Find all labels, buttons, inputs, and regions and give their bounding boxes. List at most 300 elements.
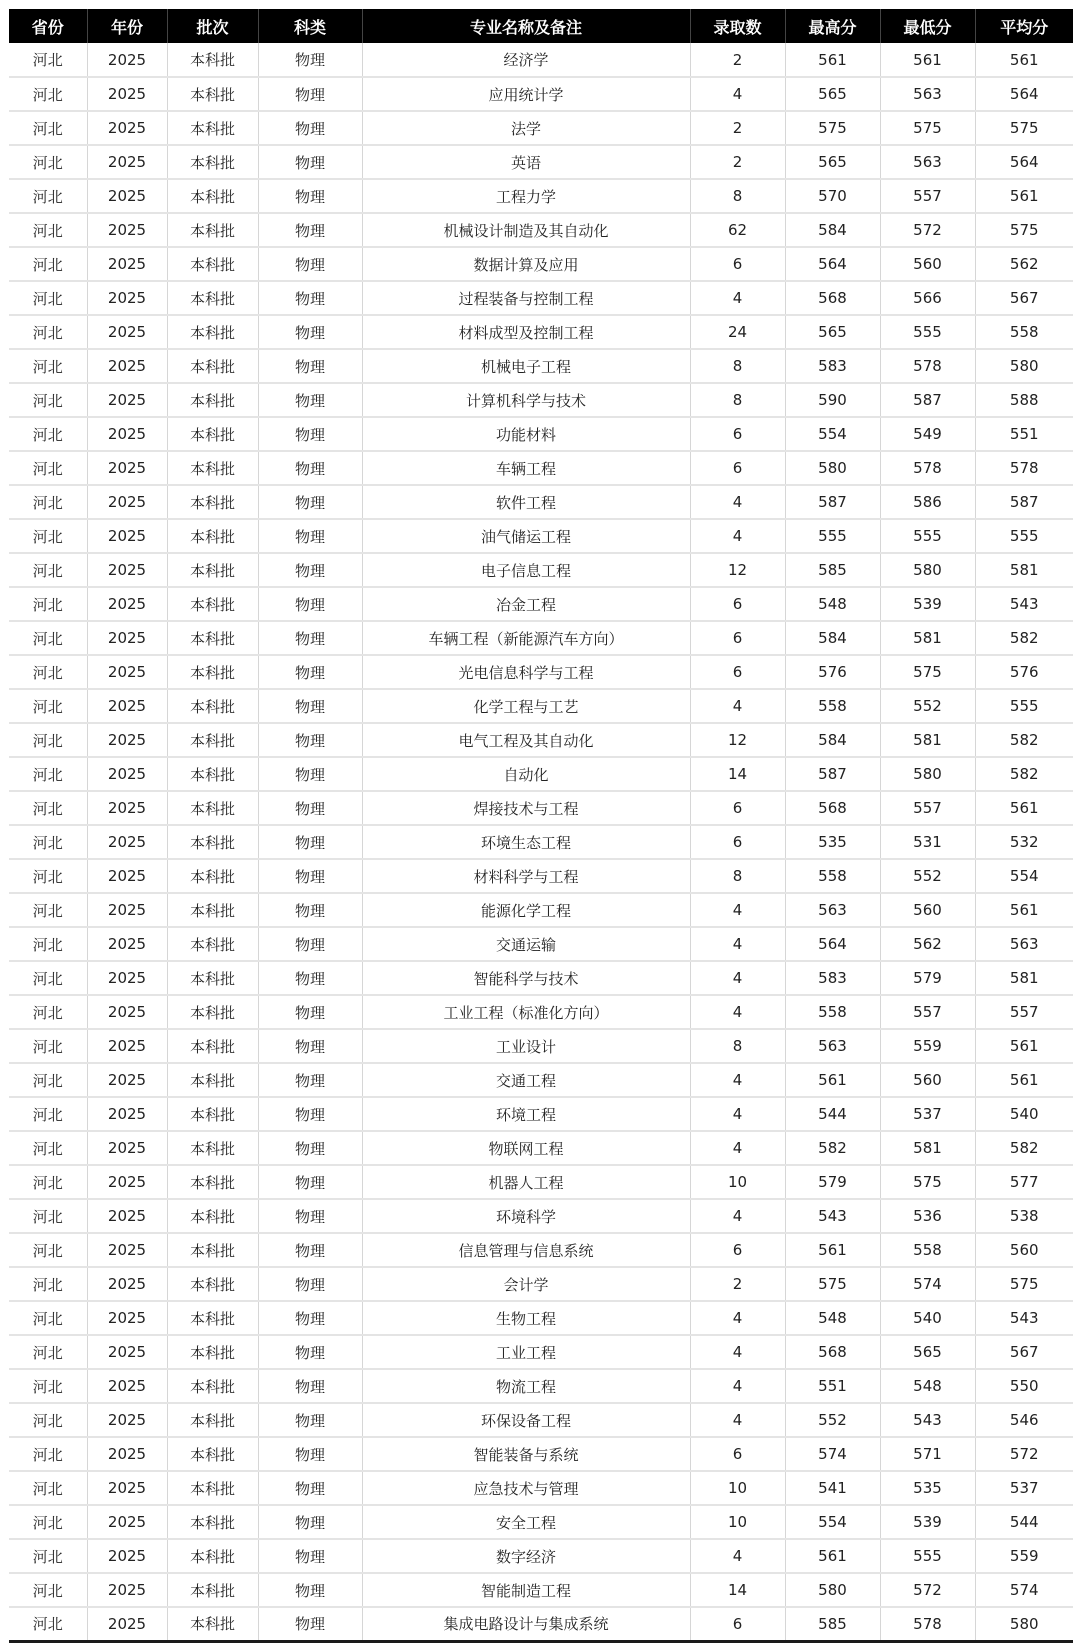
cell-province: 河北 bbox=[9, 383, 87, 417]
cell-batch: 本科批 bbox=[167, 689, 258, 723]
cell-max-score: 548 bbox=[785, 1301, 880, 1335]
cell-major-name: 软件工程 bbox=[362, 485, 690, 519]
cell-avg-score: 563 bbox=[975, 927, 1073, 961]
cell-max-score: 535 bbox=[785, 825, 880, 859]
cell-province: 河北 bbox=[9, 281, 87, 315]
cell-major-name: 电子信息工程 bbox=[362, 553, 690, 587]
table-row bbox=[9, 77, 1073, 111]
cell-province: 河北 bbox=[9, 111, 87, 145]
cell-year: 2025 bbox=[87, 383, 167, 417]
cell-max-score: 584 bbox=[785, 723, 880, 757]
cell-subject-category: 物理 bbox=[258, 1369, 362, 1403]
cell-subject-category: 物理 bbox=[258, 1029, 362, 1063]
cell-subject-category: 物理 bbox=[258, 111, 362, 145]
table-row bbox=[9, 1607, 1073, 1641]
cell-major-name: 经济学 bbox=[362, 43, 690, 77]
cell-max-score: 548 bbox=[785, 587, 880, 621]
cell-min-score: 560 bbox=[880, 247, 975, 281]
cell-province: 河北 bbox=[9, 859, 87, 893]
cell-province: 河北 bbox=[9, 1573, 87, 1607]
cell-admitted-count: 6 bbox=[690, 655, 785, 689]
cell-max-score: 561 bbox=[785, 1233, 880, 1267]
cell-year: 2025 bbox=[87, 1471, 167, 1505]
cell-year: 2025 bbox=[87, 927, 167, 961]
cell-subject-category: 物理 bbox=[258, 1607, 362, 1641]
table-row bbox=[9, 1471, 1073, 1505]
cell-province: 河北 bbox=[9, 757, 87, 791]
cell-admitted-count: 10 bbox=[690, 1165, 785, 1199]
table-row bbox=[9, 1437, 1073, 1471]
table-header bbox=[9, 9, 1073, 43]
cell-batch: 本科批 bbox=[167, 1029, 258, 1063]
cell-min-score: 575 bbox=[880, 111, 975, 145]
cell-admitted-count: 4 bbox=[690, 281, 785, 315]
cell-province: 河北 bbox=[9, 825, 87, 859]
cell-year: 2025 bbox=[87, 1301, 167, 1335]
cell-subject-category: 物理 bbox=[258, 791, 362, 825]
cell-subject-category: 物理 bbox=[258, 383, 362, 417]
cell-year: 2025 bbox=[87, 1199, 167, 1233]
cell-major-name: 能源化学工程 bbox=[362, 893, 690, 927]
cell-admitted-count: 6 bbox=[690, 451, 785, 485]
cell-max-score: 580 bbox=[785, 451, 880, 485]
cell-avg-score: 557 bbox=[975, 995, 1073, 1029]
cell-year: 2025 bbox=[87, 587, 167, 621]
cell-year: 2025 bbox=[87, 315, 167, 349]
cell-batch: 本科批 bbox=[167, 1165, 258, 1199]
cell-avg-score: 564 bbox=[975, 145, 1073, 179]
cell-max-score: 590 bbox=[785, 383, 880, 417]
cell-major-name: 环境科学 bbox=[362, 1199, 690, 1233]
cell-subject-category: 物理 bbox=[258, 825, 362, 859]
cell-admitted-count: 4 bbox=[690, 1131, 785, 1165]
cell-max-score: 584 bbox=[785, 213, 880, 247]
cell-admitted-count: 8 bbox=[690, 349, 785, 383]
cell-avg-score: 560 bbox=[975, 1233, 1073, 1267]
cell-avg-score: 567 bbox=[975, 1335, 1073, 1369]
cell-max-score: 568 bbox=[785, 281, 880, 315]
cell-admitted-count: 4 bbox=[690, 1097, 785, 1131]
cell-major-name: 交通运输 bbox=[362, 927, 690, 961]
cell-avg-score: 582 bbox=[975, 621, 1073, 655]
cell-admitted-count: 4 bbox=[690, 893, 785, 927]
cell-major-name: 交通工程 bbox=[362, 1063, 690, 1097]
cell-batch: 本科批 bbox=[167, 961, 258, 995]
cell-subject-category: 物理 bbox=[258, 281, 362, 315]
table-row bbox=[9, 519, 1073, 553]
cell-subject-category: 物理 bbox=[258, 485, 362, 519]
cell-avg-score: 575 bbox=[975, 111, 1073, 145]
cell-subject-category: 物理 bbox=[258, 995, 362, 1029]
cell-batch: 本科批 bbox=[167, 791, 258, 825]
table-row bbox=[9, 1233, 1073, 1267]
admission-score-table-container bbox=[9, 9, 1073, 1643]
cell-subject-category: 物理 bbox=[258, 1131, 362, 1165]
table-row bbox=[9, 723, 1073, 757]
cell-max-score: 582 bbox=[785, 1131, 880, 1165]
cell-year: 2025 bbox=[87, 859, 167, 893]
cell-batch: 本科批 bbox=[167, 213, 258, 247]
cell-max-score: 551 bbox=[785, 1369, 880, 1403]
cell-avg-score: 546 bbox=[975, 1403, 1073, 1437]
cell-year: 2025 bbox=[87, 1063, 167, 1097]
header-batch: 批次 bbox=[167, 9, 258, 43]
cell-admitted-count: 4 bbox=[690, 1369, 785, 1403]
cell-min-score: 555 bbox=[880, 1539, 975, 1573]
cell-year: 2025 bbox=[87, 791, 167, 825]
table-row bbox=[9, 1097, 1073, 1131]
cell-batch: 本科批 bbox=[167, 1539, 258, 1573]
cell-admitted-count: 4 bbox=[690, 77, 785, 111]
cell-major-name: 计算机科学与技术 bbox=[362, 383, 690, 417]
cell-min-score: 555 bbox=[880, 519, 975, 553]
cell-major-name: 自动化 bbox=[362, 757, 690, 791]
table-row bbox=[9, 893, 1073, 927]
header-admitted-count: 录取数 bbox=[690, 9, 785, 43]
cell-major-name: 油气储运工程 bbox=[362, 519, 690, 553]
cell-subject-category: 物理 bbox=[258, 315, 362, 349]
cell-major-name: 电气工程及其自动化 bbox=[362, 723, 690, 757]
cell-max-score: 576 bbox=[785, 655, 880, 689]
cell-min-score: 565 bbox=[880, 1335, 975, 1369]
cell-avg-score: 538 bbox=[975, 1199, 1073, 1233]
cell-major-name: 功能材料 bbox=[362, 417, 690, 451]
cell-major-name: 车辆工程 bbox=[362, 451, 690, 485]
header-avg-score: 平均分 bbox=[1000, 17, 1049, 37]
cell-min-score: 579 bbox=[880, 961, 975, 995]
cell-avg-score: 577 bbox=[975, 1165, 1073, 1199]
cell-min-score: 581 bbox=[880, 723, 975, 757]
table-row bbox=[9, 859, 1073, 893]
cell-year: 2025 bbox=[87, 213, 167, 247]
cell-province: 河北 bbox=[9, 451, 87, 485]
table-row bbox=[9, 213, 1073, 247]
table-row bbox=[9, 145, 1073, 179]
cell-admitted-count: 8 bbox=[690, 179, 785, 213]
cell-max-score: 543 bbox=[785, 1199, 880, 1233]
cell-max-score: 563 bbox=[785, 1029, 880, 1063]
cell-admitted-count: 4 bbox=[690, 961, 785, 995]
cell-admitted-count: 4 bbox=[690, 1301, 785, 1335]
cell-min-score: 562 bbox=[880, 927, 975, 961]
table-row bbox=[9, 1063, 1073, 1097]
cell-admitted-count: 4 bbox=[690, 1403, 785, 1437]
cell-major-name: 冶金工程 bbox=[362, 587, 690, 621]
cell-major-name: 应急技术与管理 bbox=[362, 1471, 690, 1505]
cell-admitted-count: 6 bbox=[690, 1437, 785, 1471]
table-row bbox=[9, 927, 1073, 961]
cell-admitted-count: 4 bbox=[690, 927, 785, 961]
cell-province: 河北 bbox=[9, 655, 87, 689]
cell-min-score: 572 bbox=[880, 1573, 975, 1607]
cell-major-name: 机械电子工程 bbox=[362, 349, 690, 383]
cell-max-score: 583 bbox=[785, 961, 880, 995]
cell-major-name: 物流工程 bbox=[362, 1369, 690, 1403]
cell-year: 2025 bbox=[87, 1505, 167, 1539]
cell-min-score: 578 bbox=[880, 1607, 975, 1641]
cell-batch: 本科批 bbox=[167, 859, 258, 893]
cell-avg-score: 567 bbox=[975, 281, 1073, 315]
table-row bbox=[9, 1369, 1073, 1403]
cell-min-score: 543 bbox=[880, 1403, 975, 1437]
cell-major-name: 环保设备工程 bbox=[362, 1403, 690, 1437]
cell-avg-score: 581 bbox=[975, 553, 1073, 587]
cell-province: 河北 bbox=[9, 1471, 87, 1505]
cell-avg-score: 550 bbox=[975, 1369, 1073, 1403]
cell-subject-category: 物理 bbox=[258, 179, 362, 213]
cell-max-score: 574 bbox=[785, 1437, 880, 1471]
table-row bbox=[9, 1267, 1073, 1301]
cell-province: 河北 bbox=[9, 553, 87, 587]
cell-max-score: 565 bbox=[785, 77, 880, 111]
cell-year: 2025 bbox=[87, 417, 167, 451]
cell-avg-score: 564 bbox=[975, 77, 1073, 111]
cell-province: 河北 bbox=[9, 1165, 87, 1199]
cell-batch: 本科批 bbox=[167, 723, 258, 757]
cell-subject-category: 物理 bbox=[258, 927, 362, 961]
cell-year: 2025 bbox=[87, 43, 167, 77]
table-row bbox=[9, 111, 1073, 145]
cell-subject-category: 物理 bbox=[258, 655, 362, 689]
cell-admitted-count: 14 bbox=[690, 757, 785, 791]
cell-avg-score: 561 bbox=[975, 1029, 1073, 1063]
cell-year: 2025 bbox=[87, 77, 167, 111]
table-row bbox=[9, 383, 1073, 417]
cell-admitted-count: 4 bbox=[690, 519, 785, 553]
cell-max-score: 558 bbox=[785, 995, 880, 1029]
table-row bbox=[9, 1403, 1073, 1437]
cell-province: 河北 bbox=[9, 893, 87, 927]
table-row bbox=[9, 587, 1073, 621]
cell-year: 2025 bbox=[87, 1267, 167, 1301]
cell-major-name: 材料成型及控制工程 bbox=[362, 315, 690, 349]
table-row bbox=[9, 1199, 1073, 1233]
cell-batch: 本科批 bbox=[167, 281, 258, 315]
cell-avg-score: 543 bbox=[975, 1301, 1073, 1335]
cell-subject-category: 物理 bbox=[258, 1471, 362, 1505]
cell-year: 2025 bbox=[87, 1403, 167, 1437]
cell-admitted-count: 4 bbox=[690, 1199, 785, 1233]
cell-avg-score: 582 bbox=[975, 1131, 1073, 1165]
cell-min-score: 566 bbox=[880, 281, 975, 315]
cell-avg-score: 561 bbox=[975, 43, 1073, 77]
cell-min-score: 559 bbox=[880, 1029, 975, 1063]
cell-max-score: 564 bbox=[785, 247, 880, 281]
cell-major-name: 安全工程 bbox=[362, 1505, 690, 1539]
cell-batch: 本科批 bbox=[167, 1369, 258, 1403]
cell-avg-score: 575 bbox=[975, 1267, 1073, 1301]
table-row bbox=[9, 179, 1073, 213]
table-row bbox=[9, 485, 1073, 519]
cell-avg-score: 543 bbox=[975, 587, 1073, 621]
cell-max-score: 587 bbox=[785, 485, 880, 519]
cell-min-score: 558 bbox=[880, 1233, 975, 1267]
cell-min-score: 586 bbox=[880, 485, 975, 519]
cell-subject-category: 物理 bbox=[258, 553, 362, 587]
cell-min-score: 561 bbox=[880, 43, 975, 77]
cell-avg-score: 537 bbox=[975, 1471, 1073, 1505]
cell-province: 河北 bbox=[9, 1437, 87, 1471]
cell-province: 河北 bbox=[9, 1403, 87, 1437]
cell-batch: 本科批 bbox=[167, 1097, 258, 1131]
cell-subject-category: 物理 bbox=[258, 723, 362, 757]
cell-subject-category: 物理 bbox=[258, 1233, 362, 1267]
cell-max-score: 575 bbox=[785, 111, 880, 145]
cell-batch: 本科批 bbox=[167, 1471, 258, 1505]
cell-min-score: 548 bbox=[880, 1369, 975, 1403]
cell-major-name: 智能装备与系统 bbox=[362, 1437, 690, 1471]
table-row bbox=[9, 281, 1073, 315]
table-row bbox=[9, 689, 1073, 723]
table-row bbox=[9, 1165, 1073, 1199]
cell-major-name: 物联网工程 bbox=[362, 1131, 690, 1165]
cell-batch: 本科批 bbox=[167, 315, 258, 349]
cell-max-score: 587 bbox=[785, 757, 880, 791]
cell-batch: 本科批 bbox=[167, 621, 258, 655]
cell-batch: 本科批 bbox=[167, 1267, 258, 1301]
cell-year: 2025 bbox=[87, 111, 167, 145]
cell-avg-score: 574 bbox=[975, 1573, 1073, 1607]
cell-avg-score: 551 bbox=[975, 417, 1073, 451]
cell-batch: 本科批 bbox=[167, 757, 258, 791]
cell-province: 河北 bbox=[9, 417, 87, 451]
cell-province: 河北 bbox=[9, 1131, 87, 1165]
cell-min-score: 581 bbox=[880, 1131, 975, 1165]
cell-major-name: 过程装备与控制工程 bbox=[362, 281, 690, 315]
table-row bbox=[9, 451, 1073, 485]
header-major-name: 专业名称及备注 bbox=[362, 9, 690, 43]
cell-avg-score: 559 bbox=[975, 1539, 1073, 1573]
cell-max-score: 575 bbox=[785, 1267, 880, 1301]
cell-admitted-count: 4 bbox=[690, 1335, 785, 1369]
cell-province: 河北 bbox=[9, 1369, 87, 1403]
cell-min-score: 580 bbox=[880, 553, 975, 587]
cell-province: 河北 bbox=[9, 485, 87, 519]
cell-major-name: 焊接技术与工程 bbox=[362, 791, 690, 825]
cell-batch: 本科批 bbox=[167, 1199, 258, 1233]
cell-batch: 本科批 bbox=[167, 1233, 258, 1267]
cell-province: 河北 bbox=[9, 621, 87, 655]
cell-province: 河北 bbox=[9, 1607, 87, 1641]
cell-max-score: 552 bbox=[785, 1403, 880, 1437]
cell-batch: 本科批 bbox=[167, 383, 258, 417]
cell-year: 2025 bbox=[87, 1437, 167, 1471]
cell-subject-category: 物理 bbox=[258, 77, 362, 111]
cell-min-score: 581 bbox=[880, 621, 975, 655]
cell-admitted-count: 10 bbox=[690, 1471, 785, 1505]
cell-year: 2025 bbox=[87, 825, 167, 859]
cell-year: 2025 bbox=[87, 247, 167, 281]
cell-admitted-count: 62 bbox=[690, 213, 785, 247]
cell-subject-category: 物理 bbox=[258, 1573, 362, 1607]
cell-year: 2025 bbox=[87, 689, 167, 723]
cell-admitted-count: 6 bbox=[690, 621, 785, 655]
cell-batch: 本科批 bbox=[167, 825, 258, 859]
cell-batch: 本科批 bbox=[167, 247, 258, 281]
cell-subject-category: 物理 bbox=[258, 247, 362, 281]
cell-min-score: 552 bbox=[880, 859, 975, 893]
cell-batch: 本科批 bbox=[167, 111, 258, 145]
cell-year: 2025 bbox=[87, 995, 167, 1029]
cell-max-score: 565 bbox=[785, 315, 880, 349]
cell-major-name: 环境工程 bbox=[362, 1097, 690, 1131]
cell-batch: 本科批 bbox=[167, 927, 258, 961]
cell-max-score: 563 bbox=[785, 893, 880, 927]
cell-min-score: 549 bbox=[880, 417, 975, 451]
cell-major-name: 数据计算及应用 bbox=[362, 247, 690, 281]
cell-year: 2025 bbox=[87, 723, 167, 757]
cell-province: 河北 bbox=[9, 791, 87, 825]
cell-admitted-count: 4 bbox=[690, 689, 785, 723]
cell-avg-score: 582 bbox=[975, 757, 1073, 791]
cell-batch: 本科批 bbox=[167, 553, 258, 587]
cell-subject-category: 物理 bbox=[258, 1267, 362, 1301]
admission-score-table bbox=[9, 9, 1073, 1643]
cell-year: 2025 bbox=[87, 451, 167, 485]
cell-batch: 本科批 bbox=[167, 1403, 258, 1437]
cell-year: 2025 bbox=[87, 621, 167, 655]
cell-batch: 本科批 bbox=[167, 1607, 258, 1641]
cell-admitted-count: 12 bbox=[690, 723, 785, 757]
cell-major-name: 应用统计学 bbox=[362, 77, 690, 111]
cell-batch: 本科批 bbox=[167, 1505, 258, 1539]
cell-batch: 本科批 bbox=[167, 145, 258, 179]
cell-max-score: 558 bbox=[785, 689, 880, 723]
cell-max-score: 583 bbox=[785, 349, 880, 383]
cell-year: 2025 bbox=[87, 145, 167, 179]
cell-admitted-count: 4 bbox=[690, 1539, 785, 1573]
cell-province: 河北 bbox=[9, 349, 87, 383]
cell-admitted-count: 8 bbox=[690, 383, 785, 417]
cell-batch: 本科批 bbox=[167, 587, 258, 621]
cell-year: 2025 bbox=[87, 1607, 167, 1641]
table-row bbox=[9, 1539, 1073, 1573]
cell-province: 河北 bbox=[9, 961, 87, 995]
cell-avg-score: 580 bbox=[975, 1607, 1073, 1641]
cell-subject-category: 物理 bbox=[258, 621, 362, 655]
cell-subject-category: 物理 bbox=[258, 1335, 362, 1369]
cell-batch: 本科批 bbox=[167, 655, 258, 689]
cell-avg-score: 544 bbox=[975, 1505, 1073, 1539]
cell-batch: 本科批 bbox=[167, 1301, 258, 1335]
cell-year: 2025 bbox=[87, 961, 167, 995]
cell-admitted-count: 2 bbox=[690, 145, 785, 179]
table-body bbox=[9, 43, 1073, 1641]
cell-min-score: 531 bbox=[880, 825, 975, 859]
cell-batch: 本科批 bbox=[167, 519, 258, 553]
cell-min-score: 536 bbox=[880, 1199, 975, 1233]
cell-max-score: 555 bbox=[785, 519, 880, 553]
cell-min-score: 563 bbox=[880, 77, 975, 111]
cell-min-score: 537 bbox=[880, 1097, 975, 1131]
table-row bbox=[9, 247, 1073, 281]
table-row bbox=[9, 995, 1073, 1029]
cell-year: 2025 bbox=[87, 485, 167, 519]
cell-admitted-count: 4 bbox=[690, 995, 785, 1029]
cell-avg-score: 575 bbox=[975, 213, 1073, 247]
cell-batch: 本科批 bbox=[167, 1131, 258, 1165]
cell-min-score: 535 bbox=[880, 1471, 975, 1505]
cell-avg-score: 581 bbox=[975, 961, 1073, 995]
cell-batch: 本科批 bbox=[167, 451, 258, 485]
cell-avg-score: 562 bbox=[975, 247, 1073, 281]
cell-batch: 本科批 bbox=[167, 43, 258, 77]
cell-avg-score: 572 bbox=[975, 1437, 1073, 1471]
cell-batch: 本科批 bbox=[167, 179, 258, 213]
cell-subject-category: 物理 bbox=[258, 213, 362, 247]
cell-avg-score: 582 bbox=[975, 723, 1073, 757]
cell-province: 河北 bbox=[9, 145, 87, 179]
